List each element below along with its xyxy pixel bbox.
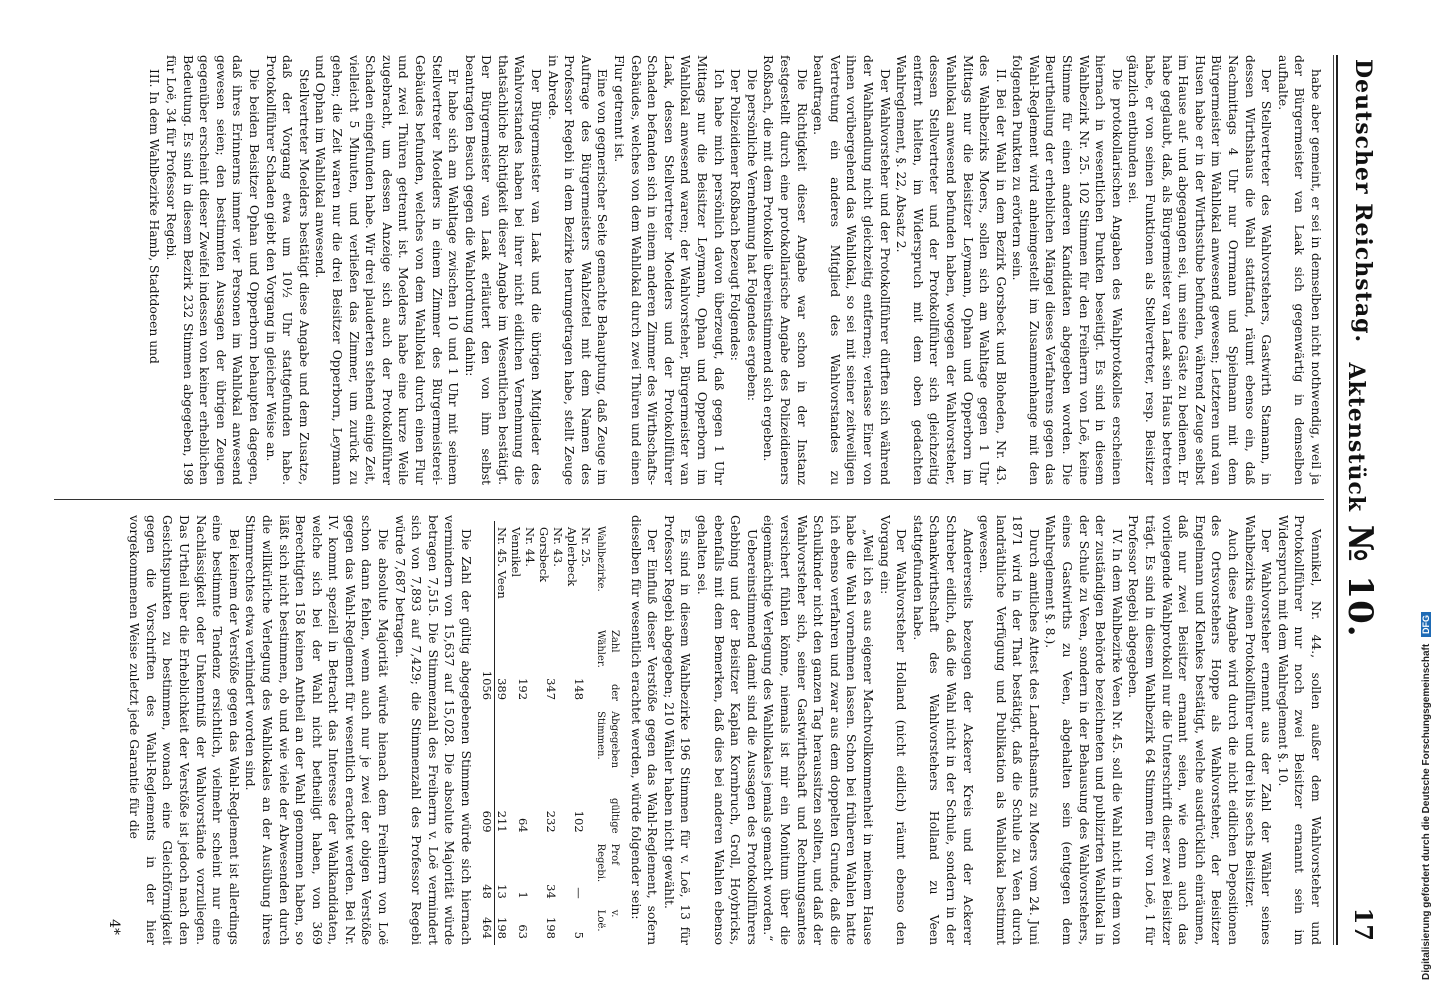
paragraph: Andererseits bezeugen der Ackerer Kreis und der Ackerer Schreber eidlich, daß die Wahl nicht in der Schule, sondern in der Schankwirthschaft des Wahlvorstehers Holland zu Veen stattgefunden habe. <box>910 515 975 945</box>
paragraph: Der Einfluß dieser Verstöße gegen das Wahl-Reglement, sofern dieselben für wesentlich erachtet werden, würde folgender sein: <box>628 515 660 945</box>
valid-cell: 232 <box>544 810 559 833</box>
paragraph: Uebereinstimmend damit sind die Aussagen des Protokollführers Gebbing und der Beisitzer Kaplan Kornbruch, Groll, Hoybricks, ebenfalls mit dem Bemerken, daß dies bei anderen Wahlen ebenso gehalten sei. <box>695 515 759 945</box>
paragraph: Der Wahlvorsteher und der Protokollführer dürften sich während der Wahlhandlung nicht gleichzeitig entfernen; verlasse Einer von ihnen vorübergehend das Wahllokal, so sei mit seiner zeitweiligen Vertretung ein anderes Mitglied des Wahlvorstandes zu beauftragen. <box>811 55 892 485</box>
table-row <box>495 521 510 945</box>
running-title: Deutscher Reichstag. <box>1350 59 1376 344</box>
total-valid-cell: 609 <box>480 706 495 839</box>
paragraph: Durch amtliches Attest des Landrathsamts zu Moers vom 24. Juni 1871 wird in der That bestätigt, daß die Schule zu Veen durch landräthliche Verfügung und Publikation als Wahllokal bestimmt gewesen. <box>977 515 1041 945</box>
digitization-credit <box>1421 612 1432 980</box>
table-header-cell: Zahl der Wähler. <box>595 629 621 702</box>
document-number <box>1340 55 1380 945</box>
paragraph: „Weil ich es aus eigener Machtvollkommenheit in meinem Hause habe die Wahl vornehmen lassen. Schon bei früheren Wahlen hatte ich ebenso verfahren und zwar aus dem doppelten Grunde, daß die Schulkinder nicht den ganzen Tag heraussitzen sollten, und daß der Wahlvorsteher sich, seiner Gastwirthschaft und Rechnungsamtes versichert fühlen könne, niemals ist mir ein Monitum über die eigenmächtige Verlegung des Wahllokales jemals gemacht worden.“ <box>761 515 875 945</box>
total-regebi-cell: 48 <box>480 839 495 905</box>
paragraph: Vennikel, Nr. 44., sollen außer dem Wahlvorsteher und Protokollführer nur noch zwei Beisitzer ernannt sein im Widerspruch mit dem Wahlreglement §. 10. <box>1275 515 1323 945</box>
paragraph: Die protokollarischen Angaben des Wahlprotokolles erscheinen hiernach in wesentlichen Punkten beseitigt. Es sind in diesem Wahlbezirk Nr. 25. 102 Stimmen für den Freiherrn von Loë, keine Stimme für einen anderen Kandidaten abgegeben worden. Die Beurtheilung der erheblichen Mängel dieses Verfahrens gegen das Wahl-Reglement wird anheimgestellt im Zusammenhange mit den folgenden Punkten zu erörtern sein. <box>1010 55 1124 485</box>
paragraph: Es sind in diesem Wahlbezirke 196 Stimmen für v. Loë, 13 für Professor Regebi abgegeben; 210 Wähler haben nicht gewählt. <box>661 515 693 945</box>
page-header <box>1342 55 1382 945</box>
paragraph: IV. In dem Wahlbezirke Veen Nr. 45. soll die Wahl nicht in dem von der zuständigen Behörde bezeichneten und publizirten Wahllokal in der Schule zu Veen, sondern in der Behausung des Wahlvorstehers, eines Gastwirths zu Veen, abgehalten sein (entgegen dem Wahlreglement §. 8.). <box>1043 515 1124 945</box>
regebi-cell: — <box>572 887 587 899</box>
left-column <box>54 55 1324 485</box>
loe-cell: 63 <box>516 924 531 939</box>
paragraph: Die absolute Majorität würde hienach dem Freiherrn von Loë schon dann fehlen, wenn auch nur je zwei der obigen Verstöße gegen das Wahl-Reglement für wesentlich erachtet werden. Bei Nr. IV. kommt speziell in Betracht das Interesse der Wahlkandidaten, welche sich bei der Wahl nicht betheiligt haben, von 369 Berechtigten 158 keinen Antheil an der Wahl genommen haben, so läßt sich nicht bestimmen, ob und wie viele der Abwesenden durch die willkürliche Verlegung des Wahllokales an der Ausübung ihres Stimmrechtes etwa verhindert worden sind. <box>243 515 391 945</box>
paragraph: II. Bei der Wahl in dem Bezirk Gorsbeck und Bloheden, Nr. 43. des Wahlbezirks Moers, sollen sich am Wahltage gegen 1 Uhr Mittags nur die Beisitzer Leymann, Ophan und Opperborn im Wahllokal anwesend befunden haben, wogegen der Wahlvorsteher, dessen Stellvertreter und der Protokollführer sich gleichzeitig entfernt hielten, im Widerspruch mit dem oben gedachten Wahlreglement, §. 22, Absatz 2. <box>894 55 1008 485</box>
paragraph: Auch diese Angabe wird durch die nicht eidlichen Depositionen des Ortsvorstehers Hoppe als Wahlvorsteher, der Beisitzer Engelmann und Klenkes bestätigt, welche ausdrücklich einräumen, daß nur zwei Beisitzer ernannt seien, wie denn auch das vorliegende Wahlprotokoll nur die Unterschrift dieser zwei Beisitzer trägt. Es sind in diesem Wahlbezirk 64 Stimmen für von Loë, 1 für Professor Regebi abgegeben. <box>1126 515 1241 945</box>
number-sign: № <box>1340 524 1380 563</box>
table-row <box>537 521 565 945</box>
page-content <box>42 55 1382 945</box>
loe-cell: 5 <box>572 931 587 939</box>
district-cell: Nr. 45. Veen <box>495 527 510 599</box>
table-header-cell: Prof Regebi. <box>595 843 621 883</box>
paragraph: Der Polizeidiener Roßbach bezeugt Folgendes: <box>728 69 743 361</box>
paragraph: Der Stellvertreter des Wahlvorstehers, Gastwirth Stamann, in dessen Wirthshaus die Wahl stattfand, räumt ebenso ein, daß Nachmittags 4 Uhr nur Orrmann und Spielmann mit dem Bürgermeister im Wahllokal anwesend gewesen; Letzteren und van Husen habe er in der Wirthsstube befunden, während Zeuge selbst im Hause auf- und abgegangen sei, um seine Gäste zu bedienen. Er habe geglaubt, daß, als Bürgermeister van Laak sein Haus betreten habe, er von seinen Funktionen als Stellvertreter, resp. Beisitzer gänzlich entbunden sei. <box>1126 55 1274 485</box>
table-header-cell: Abgegeben gültige Stimmen. <box>595 711 621 834</box>
paragraph: Der Wahlvorsteher ernennt aus der Zahl der Wähler seines Wahlbezirks einen Protokollführer und drei bis sechs Beisitzer. <box>1242 515 1274 945</box>
paragraph: habe aber gemeint, er sei in demselben nicht nothwendig, weil ja der Bürgermeister van Laak sich gegenwärtig in demselben aufhalte. <box>1275 55 1323 485</box>
table-header-row <box>593 521 621 945</box>
totals-row <box>480 521 495 945</box>
district-cell: Nr. 44. Vennikel <box>509 527 538 577</box>
total-voters-cell: 1056 <box>480 625 495 706</box>
right-column <box>54 515 1324 945</box>
totals-label-cell <box>480 521 495 625</box>
vote-table <box>480 521 621 945</box>
voters-cell: 389 <box>495 678 510 701</box>
table-row <box>509 521 537 945</box>
loe-cell: 198 <box>544 917 559 939</box>
paragraph: Die beiden Beisitzer Ophan und Opperborn behaupten dagegen, daß ihres Erinnerns immer vier Personen im Wahllokal anwesend gewesen seien; den bestimmten Aussagen der übrigen Zeugen gegenüber erscheint dieser Zweifel indessen von keiner erheblichen Bedeutung. Es sind in diesem Bezirk 232 Stimmen abgegeben, 198 für Loë, 34 für Professor Regebi. <box>164 55 261 485</box>
valid-cell: 64 <box>516 817 531 833</box>
paragraph: Die persönliche Vernehmung hat Folgendes ergeben: <box>744 69 759 402</box>
total-loe-cell: 464 <box>480 905 495 945</box>
table-header-cell: Wahlbezirke. <box>595 526 607 592</box>
table-header-cell: v. Loë. <box>595 909 621 932</box>
document-number-value: 10. <box>1340 575 1380 638</box>
valid-cell: 102 <box>572 810 587 833</box>
paragraph: Ich habe mich persönlich davon überzeugt, daß gegen 1 Uhr Mittags nur die Beisitzer Leymann, Ophan und Opperborn im Wahllokal anwesend waren; der Wahlvorsteher, Bürgermeister van Laak, dessen Stellvertreter Moelders und der Protokollführer Schaden befanden sich in einem anderen Zimmer des Wirthschafts-Gebäudes, welches von dem Wahllokal durch zwei Thüren und einen Flur getrennt ist. <box>612 55 726 485</box>
paragraph: Bei keinem der Verstöße gegen das Wahl-Reglement ist allerdings eine bestimmte Tendenz ersichtlich, vielmehr scheint nur eine Nachlässigkeit oder Unkenntniß der Wahlvorstände vorzuliegen. Das Urtheil über die Erheblichkeit der Verstöße ist jedoch nach den Gesichtspunkten zu bestimmen, wonach eine Gleichförmigkeit gegen die Vorschriften des Wahl-Reglements in der hier vorgekommenen Weise zuletzt jede Garantie für die <box>127 515 241 945</box>
paragraph: Die Zahl der gültig abgegebenen Stimmen würde sich hiernach vermindern von 15,637 auf 15,028. Die absolute Majorität würde betragen 7,515. Die Stimmenzahl des Freiherrn v. Loë vermindert sich von 7,893 auf 7,429; die Stimmenzahl des Professor Regebi würde 7,687 betragen. <box>392 515 474 945</box>
header-rule <box>1336 55 1338 945</box>
valid-cell: 211 <box>495 810 510 833</box>
regebi-cell: 13 <box>495 884 510 899</box>
paragraph: III. In dem Wahlbezirke Hamb, Stadtdoeen und <box>147 69 162 364</box>
page-number: 17 <box>1349 907 1378 941</box>
voters-cell: 347 <box>544 678 559 701</box>
paragraph: Der Wahlvorsteher Holland (nicht eidlich) räumt ebenso den Vorgang ein: <box>877 515 909 945</box>
district-cell: Nr. 25. Aplerbeck <box>565 527 594 587</box>
paragraph: Die Richtigkeit dieser Angabe war schon in der Instanz festgestellt durch eine protokollarische Angabe des Polizeidieners Roßbach, die mit dem Protokolle übereinstimmend sich ergeben. <box>761 55 809 485</box>
voters-cell: 192 <box>516 678 531 701</box>
document-label: Aktenstück <box>1343 362 1369 513</box>
credit-text: Digitalisierung gefördert durch die Deutsche Forschungsgemeinschaft <box>1421 643 1432 980</box>
column-divider <box>54 499 1324 500</box>
dfg-logo: DFG <box>1421 612 1431 637</box>
paragraph: Er habe sich am Wahltage zwischen 10 und 1 Uhr mit seinem Stellvertreter Moelders in einem Zimmer des Bürgermeisterei-Gebäudes befunden, welches von dem Wahllokal durch einen Flur und zwei Thüren getrennt ist. Moelders habe eine kurze Weile zugebracht, um dessen Anzeige sich auch der Protokollführer Schaden eingefunden habe. Wir drei plauderten stehend einige Zeit, vielleicht 5 Minuten, und verließen das Zimmer, um zurück zu gehen; die Zeit waren nur die drei Beisitzer Opperborn, Leymann und Ophan im Wahllokal anwesend. <box>313 55 461 485</box>
loe-cell: 198 <box>495 917 510 939</box>
regebi-cell: 34 <box>544 884 559 899</box>
paragraph: Eine von gegnerischer Seite gemachte Behauptung, daß Zeuge im Auftrage des Bürgermeisters Wahlzettel mit dem Namen des Professor Regebi in dem Bezirke herumgetragen habe, stellt Zeuge in Abrede. <box>545 55 610 485</box>
header-rule-thin <box>1333 55 1334 945</box>
signature-mark: 4* <box>105 919 122 935</box>
district-cell: Nr. 43. Gorsbeck <box>537 527 566 583</box>
paragraph: Der Bürgermeister van Laak und die übrigen Mitglieder des Wahlvorstandes haben bei ihrer nicht eidlichen Vernehmung die thatsächliche Richtigkeit dieser Angabe im Wesentlichen bestätigt. Der Bürgermeister van Laak erläutert den von ihm selbst beantragten Besuch gegen die Wahlordnung dahin: <box>462 55 544 485</box>
regebi-cell: 1 <box>516 891 531 899</box>
voters-cell: 148 <box>572 678 587 701</box>
paragraph: Stellvertreter Moelders bestätigt diese Angabe und dem Zusatze, daß der Vorgang etwa um 10½ Uhr stattgefunden habe. Protokollführer Schaden giebt den Vorgang in gleicher Weise an. <box>263 55 311 485</box>
table-row <box>565 521 593 945</box>
